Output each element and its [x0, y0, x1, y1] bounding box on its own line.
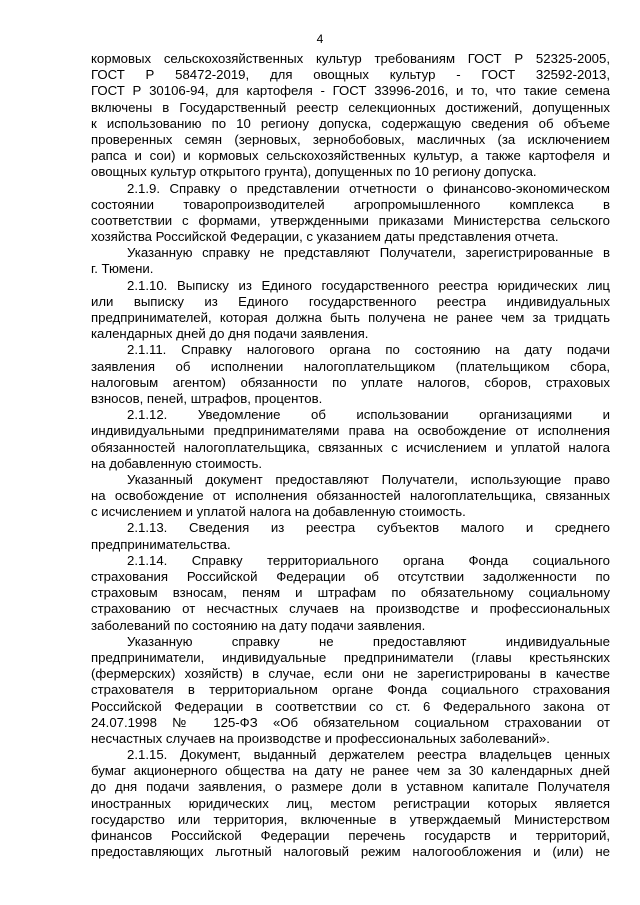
text-line: или выписку из Единого государственного реестра индивидуальных [91, 293, 610, 309]
text-line: государство или территория, включенные в утверждаемый Министерством [91, 811, 610, 827]
text-line: обязанностей налогоплательщика, связанных с исчислением и уплатой налога [91, 439, 610, 455]
text-line: рапса и сои) и кормовых сельскохозяйственных культур, а также картофеля и [91, 148, 610, 164]
text-line: индивидуальными предпринимателями права на освобождение от исполнения [91, 423, 610, 439]
text-line: Указанную справку не предоставляют индивидуальные [127, 633, 610, 649]
text-line: соответствии с формами, утвержденными приказами Министерства сельского [91, 212, 610, 228]
text-line: предпринимателей, которая должна быть получена не ранее чем за тридцать [91, 310, 610, 325]
text-line: хозяйства Российской Федерации, с указанием даты представления отчета. [91, 229, 559, 245]
text-line: финансов Российской Федерации перечень государств и территорий, [91, 828, 610, 843]
text-line: на добавленную стоимость. [91, 455, 263, 471]
text-line: 2.1.10. Выписку из Единого государственного реестра юридических лиц [127, 277, 610, 293]
text-line: 2.1.14. Справку территориального органа Фонда социального [127, 552, 610, 568]
text-line: 24.07.1998 № 125-ФЗ «Об обязательном социальном страховании от [91, 714, 610, 730]
text-line: взносов, пеней, штрафов, процентов. [91, 390, 323, 406]
text-line: кормовых сельскохозяйственных культур требованиям ГОСТ Р 52325-2005, [91, 51, 610, 66]
text-line: календарных дней до дня подачи заявления. [91, 326, 369, 342]
text-line: предприниматели, индивидуальные предприниматели (главы крестьянских [91, 649, 610, 665]
text-line: иностранных юридических лиц, местом регистрации которых является [91, 795, 610, 811]
text-line: страхователя в территориальном органе Фонда социального страхования [91, 682, 610, 698]
text-line: включены в Государственный реестр селекционных достижений, допущенных [91, 99, 610, 115]
text-line: 2.1.15. Документ, выданный держателем реестра владельцев ценных [127, 747, 610, 763]
text-line: проверенных семян (зерновых, зернобобовых, масличных (за исключением [91, 131, 610, 147]
text-line: на освобождение от исполнения обязанностей налогоплательщика, связанных [91, 488, 610, 504]
text-line: 2.1.9. Справку о представлении отчетности о финансово-экономическом [127, 180, 610, 196]
text-line: заявления об исполнении налогоплательщиком (плательщиком сбора, [91, 358, 610, 374]
text-line: г. Тюмени. [91, 261, 154, 277]
text-line: ГОСТ Р 58472-2019, для овощных культур - ГОСТ 32592-2013, [91, 67, 610, 83]
text-line: налоговым агентом) обязанности по уплате налогов, сборов, страховых [91, 374, 610, 390]
text-line: бумаг акционерного общества на дату не ранее чем за 30 календарных дней [91, 763, 610, 779]
text-line: овощных культур открытого грунта), допущенных по 10 региону допуска. [91, 164, 537, 180]
document-body [91, 51, 610, 860]
text-line: 2.1.13. Сведения из реестра субъектов малого и среднего [127, 520, 610, 536]
text-line: состоянии товаропроизводителей агропромышленного комплекса в [91, 196, 610, 212]
text-line: заболеваний по состоянию на дату подачи заявления. [91, 617, 426, 633]
text-line: 2.1.12. Уведомление об использовании организациями и [127, 407, 610, 423]
text-line: с исчислением и уплатой налога на добавленную стоимость. [91, 504, 466, 520]
text-line: предпринимательства. [91, 536, 231, 552]
text-line: Российской Федерации в соответствии со ст. 6 Федерального закона от [91, 698, 610, 714]
text-line: к использованию по 10 региону допуска, содержащую сведения об объеме [91, 115, 610, 131]
text-line: предоставляющих льготный налоговый режим налогообложения и (или) не [91, 844, 610, 860]
text-line: страхования Российской Федерации об отсутствии задолженности по [91, 569, 610, 584]
text-line: несчастных случаев на производстве и профессиональных заболеваний». [91, 730, 550, 746]
text-line: (фермерских) хозяйств) в случае, если они не зарегистрированы в качестве [91, 666, 610, 682]
text-line: 2.1.11. Справку налогового органа по состоянию на дату подачи [127, 342, 610, 358]
page-number: 4 [316, 32, 324, 46]
text-line: ГОСТ Р 30106-94, для картофеля - ГОСТ 33996-2016, и то, что такие семена [91, 83, 610, 99]
text-line: Указанный документ предоставляют Получатели, использующие право [127, 471, 610, 487]
text-line: страховым взносам, пеням и штрафам по обязательному социальному [91, 585, 610, 601]
text-line: Указанную справку не представляют Получатели, зарегистрированные в [127, 245, 610, 261]
text-line: до дня подачи заявления, о размере доли в уставном капитале Получателя [91, 779, 610, 795]
text-line: страхованию от несчастных случаев на производстве и профессиональных [91, 601, 610, 617]
